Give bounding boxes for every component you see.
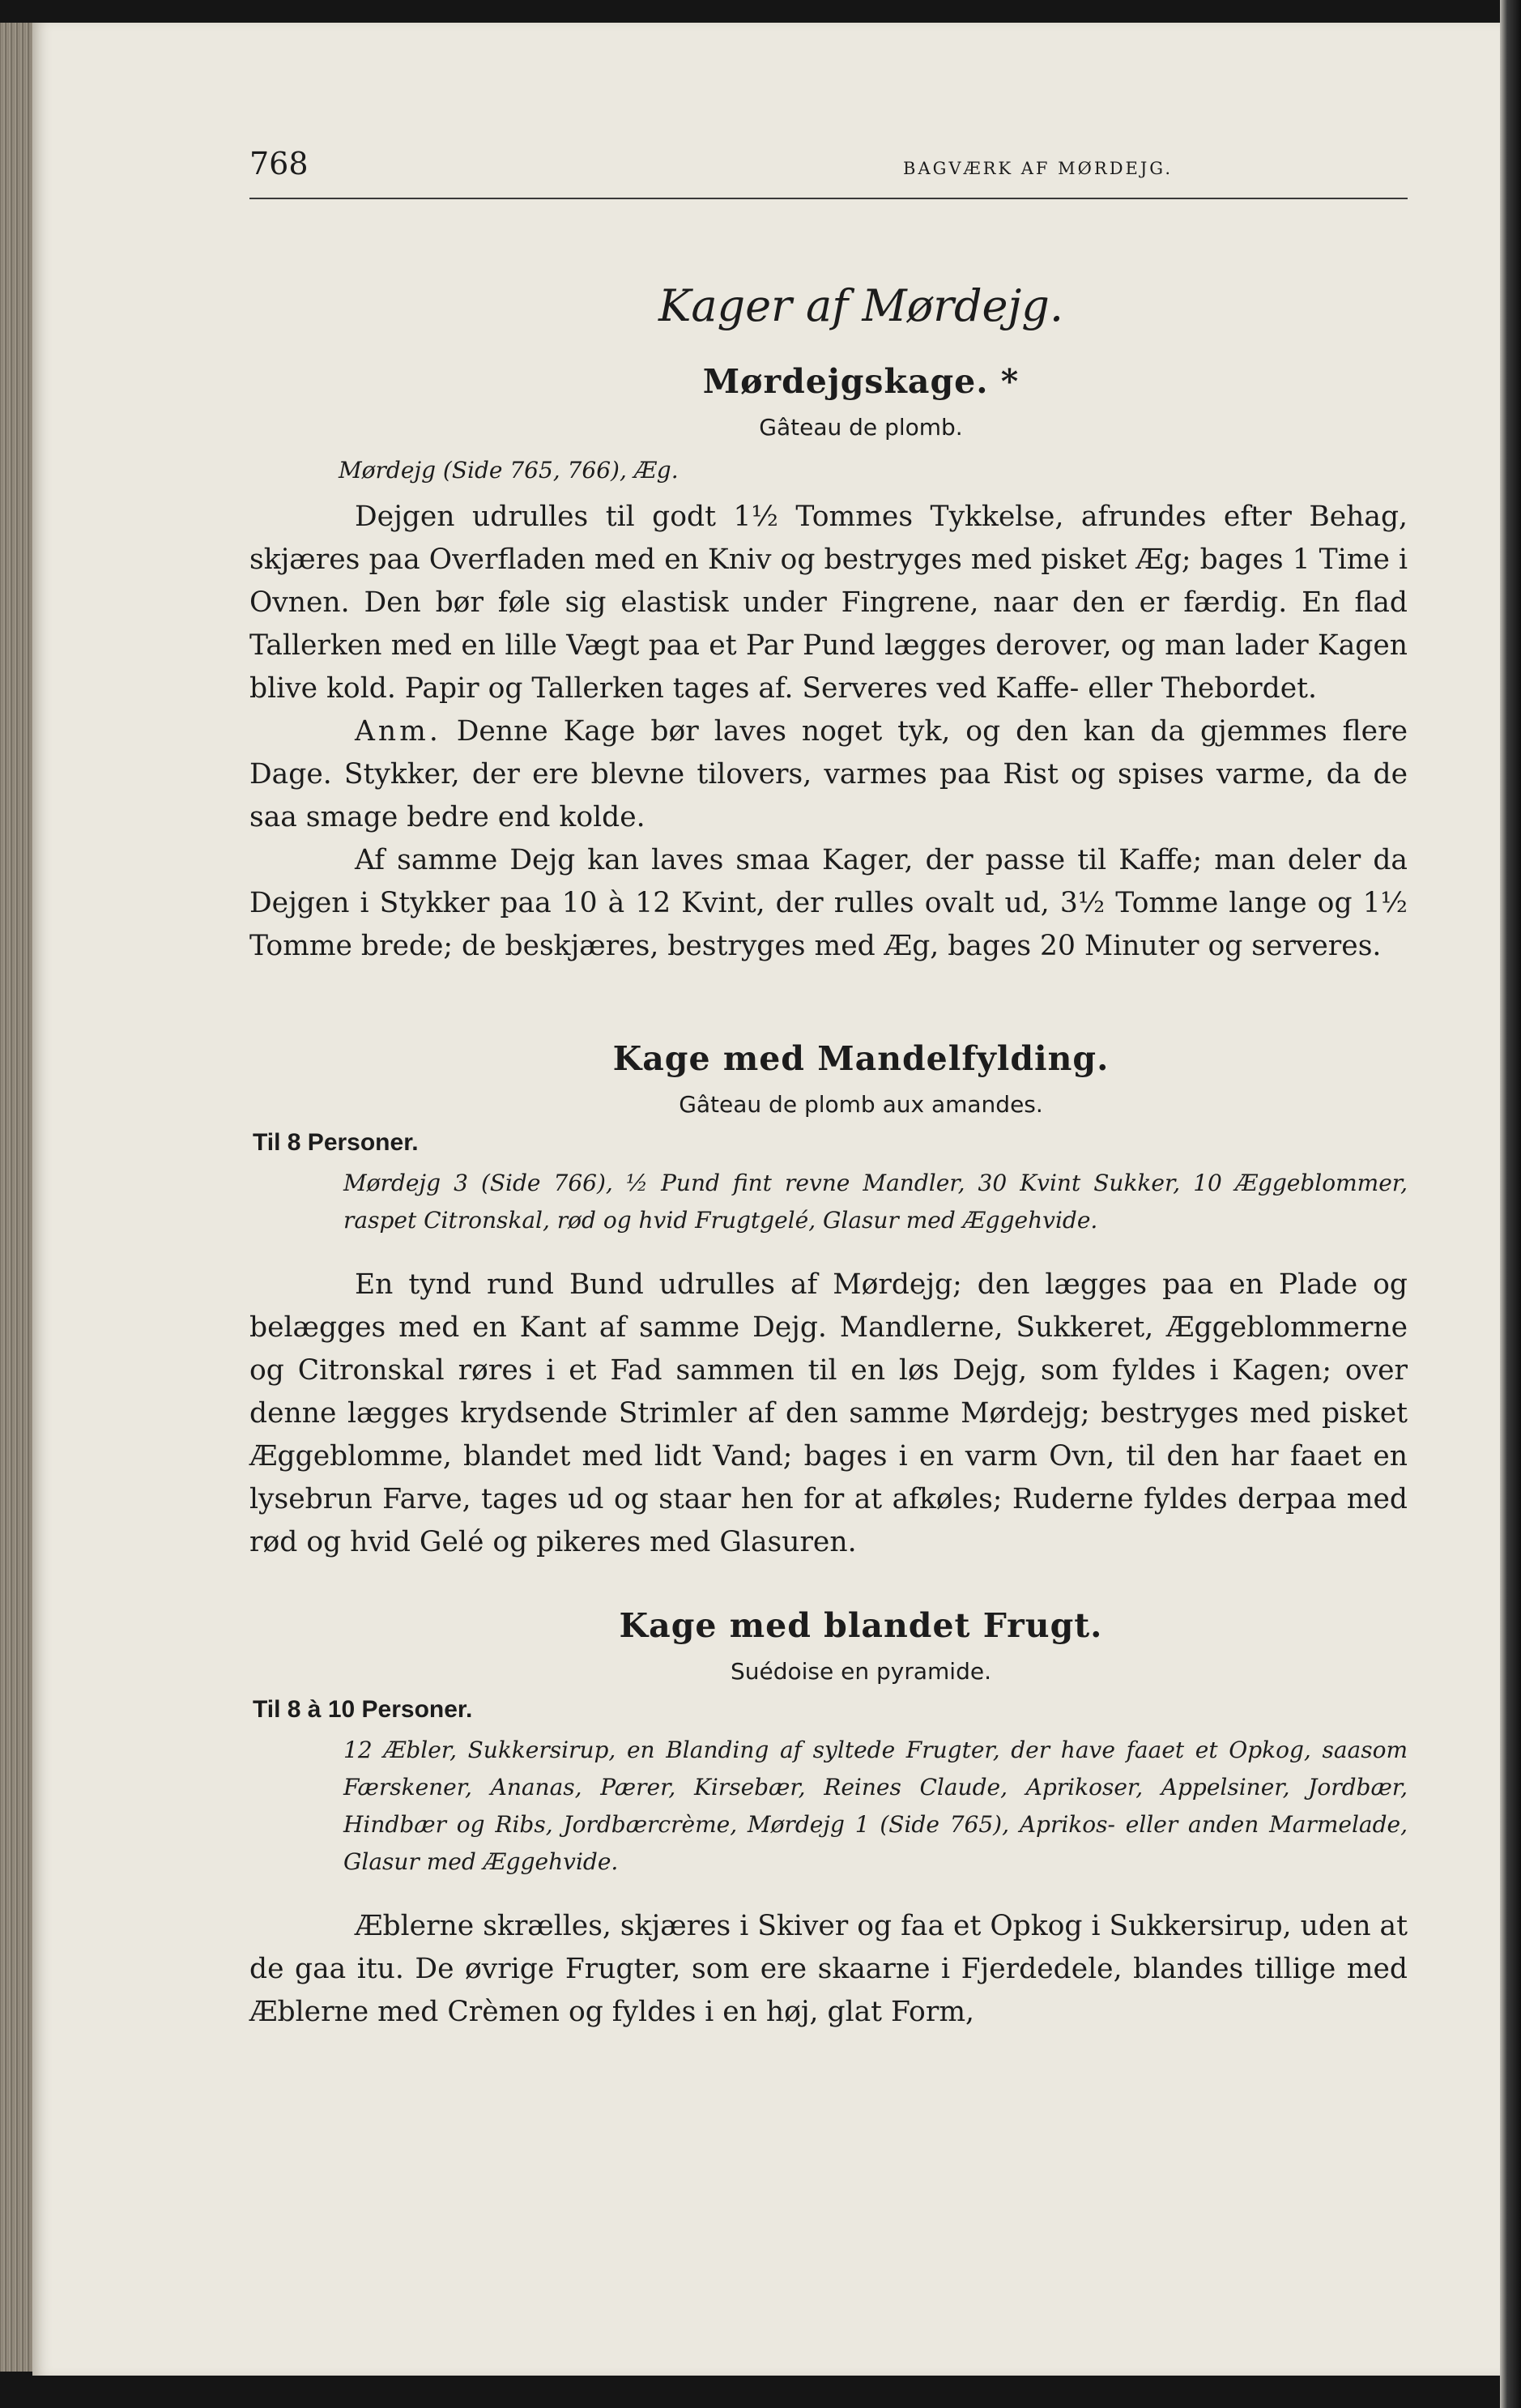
page-header bbox=[249, 146, 1408, 199]
recipe-title: Kage med blandet Frugt. bbox=[619, 1606, 1103, 1645]
note-label: Anm. bbox=[355, 715, 441, 748]
section-title: Kager af Mørdejg. bbox=[658, 280, 1063, 331]
running-head: BAGVÆRK AF MØRDEJG. bbox=[903, 159, 1173, 178]
note-paragraph bbox=[249, 710, 1408, 839]
note-text: Denne Kage bør laves noget tyk, og den kan da gjemmes flere Dage. Stykker, der ere blevne tilovers, varmes paa Rist og spises varme, da de saa smage bedre end kolde. bbox=[249, 715, 1408, 833]
recipe-paragraph: En tynd rund Bund udrulles af Mørdejg; den lægges paa en Plade og belægges med en Kant af samme Dejg. Mandlerne, Sukkeret, Æggeblommerne og Citronskal røres i et Fad sammen til en løs Dejg, som fyldes i Kagen; over denne lægges krydsende Strimler af den samme Mørdejg; bestryges med pisket Æggeblomme, blandet med lidt Vand; bages i en varm Ovn, til den har faaet en lysebrun Farve, tages ud og staar hen for at afkøles; Ruderne fyldes derpaa med rød og hvid Gelé og pikeres med Glasuren. bbox=[249, 1268, 1408, 1558]
servings: Til 8 Personer. bbox=[253, 1129, 419, 1156]
recipe-subtitle: Gâteau de plomb. bbox=[759, 414, 963, 441]
recipe-paragraph: Af samme Dejg kan laves smaa Kager, der passe til Kaffe; man deler da Dejgen i Stykker paa 10 à 12 Kvint, der rulles ovalt ud, 3½ Tomme lange og 1½ Tomme brede; de beskjæres, bestryges med Æg, bages 20 Minuter og serveres. bbox=[249, 844, 1408, 962]
recipe-paragraph: Æblerne skrælles, skjæres i Skiver og faa et Opkog i Sukkersirup, uden at de gaa itu. De øvrige Frugter, som ere skaarne i Fjerdedele, blandes tillige med Æblerne med Crèmen og fyldes i en høj, glat Form, bbox=[249, 1910, 1408, 2028]
ingredient-list: 12 Æbler, Sukkersirup, en Blanding af syltede Frugter, der have faaet et Opkog, saasom Færskener, Ananas, Pærer, Kirsebær, Reines Claude, Aprikoser, Appelsiner, Jordbær, Hindbær og Ribs, Jordbærcrème, Mørdejg 1 (Side 765), Aprikos- eller anden Marmelade, Glasur med Æggehvide. bbox=[343, 1737, 1408, 1875]
page-content bbox=[249, 146, 1408, 2034]
ingredient-list: Mørdejg (Side 765, 766), Æg. bbox=[339, 457, 679, 484]
page-edge bbox=[1500, 0, 1521, 2408]
page-number: 768 bbox=[249, 146, 309, 181]
recipe-title: Kage med Mandelfylding. bbox=[612, 1039, 1110, 1078]
recipe-subtitle: Gâteau de plomb aux amandes. bbox=[679, 1091, 1043, 1118]
recipe-subtitle: Suédoise en pyramide. bbox=[731, 1658, 991, 1685]
servings: Til 8 à 10 Personer. bbox=[253, 1696, 473, 1723]
ingredient-list: Mørdejg 3 (Side 766), ½ Pund fint revne Mandler, 30 Kvint Sukker, 10 Æggeblommer, raspet Citronskal, rød og hvid Frugtgelé, Glasur med Æggehvide. bbox=[343, 1170, 1408, 1234]
recipe-paragraph: Dejgen udrulles til godt 1½ Tommes Tykkelse, afrundes efter Behag, skjæres paa Overfladen med en Kniv og bestryges med pisket Æg; bages 1 Time i Ovnen. Den bør føle sig elastisk under Fingrene, naar den er færdig. En flad Tallerken med en lille Vægt paa et Par Pund lægges derover, og man lader Kagen blive kold. Papir og Tallerken tages af. Serveres ved Kaffe- eller Thebordet. bbox=[249, 501, 1408, 705]
recipe-title: Mørdejgskage. * bbox=[702, 362, 1020, 401]
